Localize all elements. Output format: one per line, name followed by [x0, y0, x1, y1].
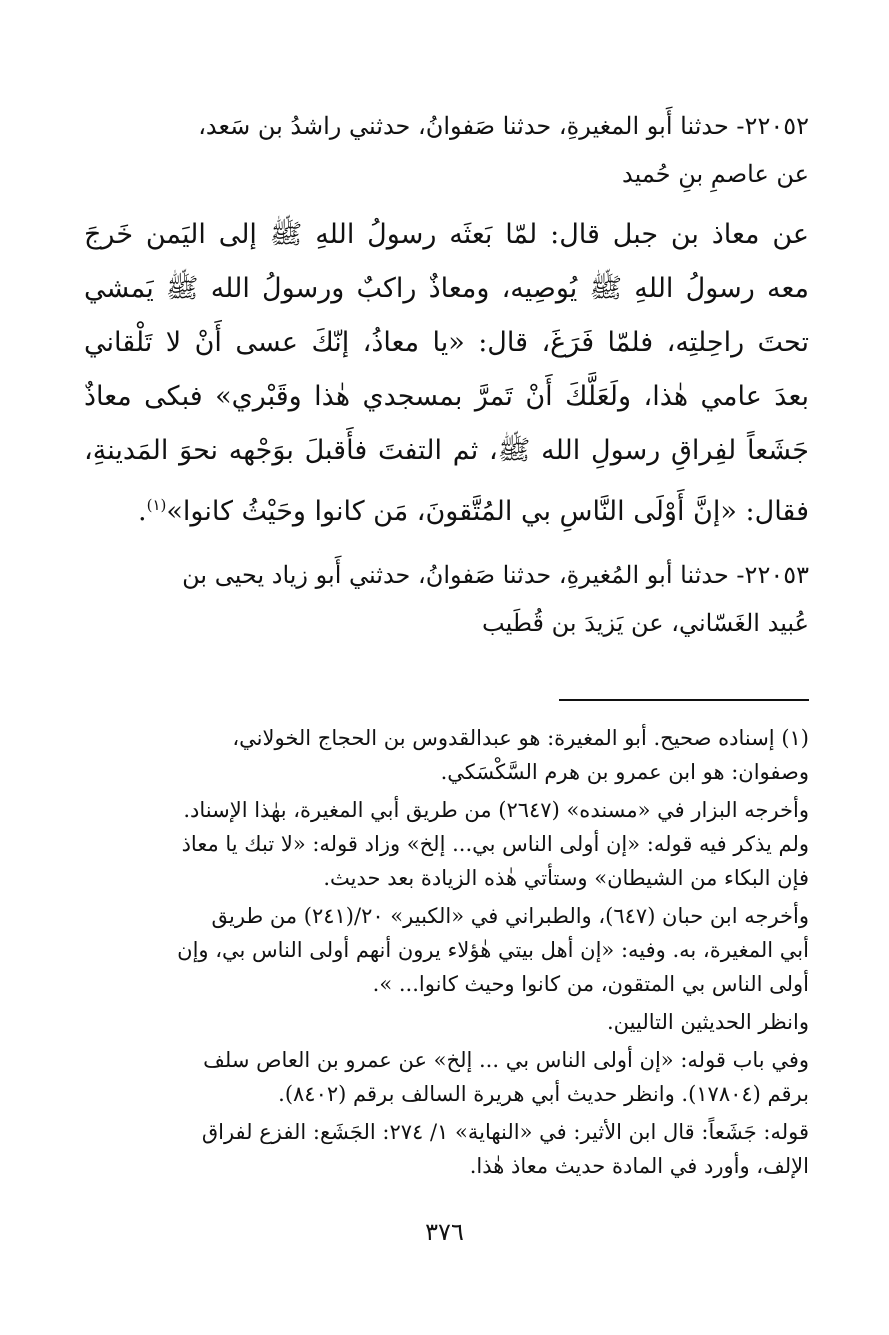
footnote-line: فإن البكاء من الشيطان» وستأتي هٰذه الزيادة بعد حديث.	[323, 866, 809, 890]
text-line-last	[84, 478, 809, 539]
footnote-line: (١) إسناده صحيح. أبو المغيرة: هو عبدالقدوس بن الحجاج الخولاني،	[232, 726, 809, 750]
header-line: ٢٢٠٥٣- حدثنا أبو المُغيرةِ، حدثنا صَفوانُ، حدثني أَبو زياد يحيى بن	[182, 561, 809, 589]
footnote-line: أبي المغيرة، به. وفيه: «إن أهل بيتي هٰؤلاء يرون أنهم أولى الناس بي، وإن	[177, 938, 809, 962]
header-line: ٢٢٠٥٢- حدثنا أَبو المغيرةِ، حدثنا صَفوانُ، حدثني راشدُ بن سَعد،	[198, 112, 809, 140]
footnote-line: وفي باب قوله: «إن أولى الناس بي ... إلخ» عن عمرو بن العاص سلف	[203, 1048, 809, 1072]
footnote-paragraph	[84, 1115, 809, 1183]
footnote-paragraph	[84, 1005, 809, 1039]
text-line: عن معاذ بن جبل قال: لمّا بَعثَه رسولُ اللهِ ﷺ إلى اليَمن خَرجَ	[84, 219, 809, 250]
hadith-22053-header	[84, 551, 809, 647]
text-line: جَشَعاً لفِراقِ رسولِ الله ﷺ، ثم التفتَ فأَقبلَ بوَجْهه نحوَ المَدينةِ،	[84, 435, 809, 466]
hadith-22052-text	[84, 208, 809, 539]
footnote-line: الإلف، وأورد في المادة حديث معاذ هٰذا.	[469, 1154, 809, 1178]
footnote-line: وصفوان: هو ابن عمرو بن هرم السَّكْسَكي.	[440, 760, 809, 784]
footnote-line: ولم يذكر فيه قوله: «إن أولى الناس بي... إلخ» وزاد قوله: «لا تبك يا معاذ	[181, 832, 809, 856]
footnotes	[84, 721, 809, 1183]
footnote-paragraph	[84, 1043, 809, 1111]
end-mark: .	[138, 496, 147, 527]
footnote-divider	[559, 699, 809, 701]
text-line: بعدَ عامي هٰذا، ولَعَلَّكَ أَنْ تَمرَّ بمسجدي هٰذا وقَبْري» فبكى معاذٌ	[84, 381, 809, 412]
text-line: معه رسولُ اللهِ ﷺ يُوصِيه، ومعاذٌ راكبٌ ورسولُ الله ﷺ يَمشي	[84, 273, 809, 304]
header-line: عن عاصمِ بنِ حُميد	[622, 160, 809, 188]
hadith-22052-header	[84, 102, 809, 198]
text-line: فقال: «إنَّ أَوْلَى النَّاسِ بي المُتَّقونَ، مَن كانوا وحَيْثُ كانوا»	[166, 496, 809, 527]
header-line: عُبيد الغَسّاني، عن يَزيدَ بن قُطَيب	[482, 609, 809, 637]
footnote-line: وانظر الحديثين التاليين.	[606, 1010, 809, 1034]
footnote-paragraph	[84, 793, 809, 895]
footnote-line: برقم (١٧٨٠٤). وانظر حديث أبي هريرة السالف برقم (٨٤٠٢).	[278, 1082, 809, 1106]
footnote-line: وأخرجه ابن حبان (٦٤٧)، والطبراني في «الكبير» ٢٠/(٢٤١) من طريق	[211, 904, 809, 928]
page-number: ٣٧٦	[425, 1218, 464, 1246]
footnote-paragraph	[84, 899, 809, 1001]
footnote-marker[interactable]: (١)	[146, 496, 167, 514]
footnote-line: أولى الناس بي المتقون، من كانوا وحيث كانوا... ».	[372, 972, 809, 996]
footnote-line: وأخرجه البزار في «مسنده» (٢٦٤٧) من طريق أبي المغيرة، بهٰذا الإسناد.	[183, 798, 809, 822]
footnote-line: قوله: جَشَعاً: قال ابن الأثير: في «النهاية» ١/ ٢٧٤: الجَشَع: الفزع لفراق	[201, 1120, 809, 1144]
footnote-paragraph	[84, 721, 809, 789]
text-line: تحتَ راحِلتِه، فلمّا فَرَغَ، قال: «يا معاذُ، إنّكَ عسى أَنْ لا تَلْقاني	[84, 327, 809, 358]
